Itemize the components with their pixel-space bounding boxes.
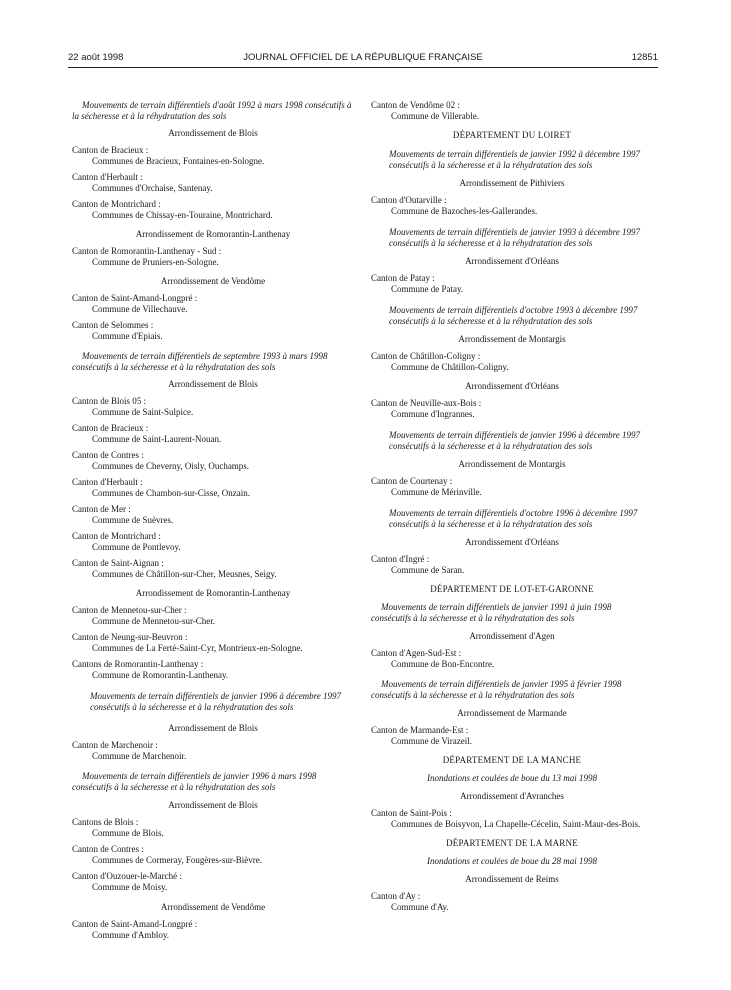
section-heading: Inondations et coulées de boue du 28 mai 1998 xyxy=(427,856,597,866)
canton-label: Canton de Mer : xyxy=(72,504,131,514)
commune-list: Commune de Marchenoir. xyxy=(92,751,187,761)
issue-date: 22 août 1998 xyxy=(68,52,124,63)
commune-list: Commune de Pontlevoy. xyxy=(92,542,181,552)
page-header xyxy=(68,52,658,68)
arrondissement-heading: Arrondissement de Reims xyxy=(465,874,559,884)
commune-list: Commune de Moisy. xyxy=(92,882,168,892)
commune-list: Commune de Saran. xyxy=(391,565,465,575)
canton-label: Canton de Marmande-Est : xyxy=(371,725,469,735)
arrondissement-heading: Arrondissement de Montargis xyxy=(458,334,566,344)
section-heading: Mouvements de terrain différentiels de septembre 1993 à mars 1998 consécutifs à la sécheresse et à la réhydratation des sols xyxy=(72,351,328,372)
commune-list: Commune de Romorantin-Lanthenay. xyxy=(92,670,229,680)
section-heading: Mouvements de terrain différentiels d'octobre 1996 à décembre 1997 consécutifs à la sécheresse et à la réhydratation des sols xyxy=(389,508,638,529)
commune-list: Communes de Chambon-sur-Cisse, Onzain. xyxy=(92,488,251,498)
commune-list: Communes de Cormeray, Fougères-sur-Bièvre. xyxy=(92,855,262,865)
commune-list: Commune de Mennetou-sur-Cher. xyxy=(92,616,216,626)
page-number: 12851 xyxy=(631,52,658,63)
commune-list: Commune de Villerable. xyxy=(391,111,480,121)
arrondissement-heading: Arrondissement de Romorantin-Lanthenay xyxy=(135,588,291,598)
canton-label: Canton de Patay : xyxy=(371,273,435,283)
canton-label: Canton de Vendôme 02 : xyxy=(371,100,460,110)
section-heading: Mouvements de terrain différentiels de janvier 1996 à mars 1998 consécutifs à la sécheresse et à la réhydratation des sols xyxy=(72,771,317,792)
section-heading: Mouvements de terrain différentiels de janvier 1992 à décembre 1997 consécutifs à la sécheresse et à la réhydratation des sols xyxy=(389,149,641,170)
section-heading: Mouvements de terrain différentiels de janvier 1996 à décembre 1997 consécutifs à la sécheresse et à la réhydratation des sols xyxy=(90,691,342,712)
section-heading: Mouvements de terrain différentiels de janvier 1996 à décembre 1997 consécutifs à la sécheresse et à la réhydratation des sols xyxy=(389,430,641,451)
commune-list: Communes de Bracieux, Fontaines-en-Sologne. xyxy=(92,156,265,166)
commune-list: Commune d'Ingrannes. xyxy=(391,409,475,419)
canton-label: Cantons de Blois : xyxy=(72,817,139,827)
canton-label: Canton de Bracieux : xyxy=(72,423,149,433)
canton-label: Canton de Neung-sur-Beuvron : xyxy=(72,632,188,642)
commune-list: Communes d'Orchaise, Santenay. xyxy=(92,183,213,193)
arrondissement-heading: Arrondissement de Blois xyxy=(168,128,258,138)
commune-list: Commune de Bon-Encontre. xyxy=(391,659,495,669)
canton-label: Canton d'Ouzouer-le-Marché : xyxy=(72,871,182,881)
commune-list: Commune de Patay. xyxy=(391,284,464,294)
arrondissement-heading: Arrondissement de Blois xyxy=(168,723,258,733)
left-column xyxy=(72,100,354,941)
commune-list: Commune de Saint-Sulpice. xyxy=(92,407,194,417)
commune-list: Commune de Saint-Laurent-Nouan. xyxy=(92,434,222,444)
section-heading: Mouvements de terrain différentiels de janvier 1995 à février 1998 consécutifs à la sécheresse et à la réhydratation des sols xyxy=(371,679,622,700)
canton-label: Canton d'Ingré : xyxy=(371,554,430,564)
department-heading: DÉPARTEMENT DU LOIRET xyxy=(452,130,572,140)
section-heading: Mouvements de terrain différentiels d'août 1992 à mars 1998 consécutifs à la sécheresse et à la réhydratation des sols xyxy=(72,100,352,121)
header-rule xyxy=(68,67,658,68)
section-heading: Mouvements de terrain différentiels de janvier 1993 à décembre 1997 consécutifs à la sécheresse et à la réhydratation des sols xyxy=(389,227,641,248)
arrondissement-heading: Arrondissement d'Avranches xyxy=(460,791,564,801)
commune-list: Communes de Cheverny, Oisly, Ouchamps. xyxy=(92,461,250,471)
arrondissement-heading: Arrondissement de Pithiviers xyxy=(459,178,565,188)
canton-label: Canton d'Ay : xyxy=(371,891,421,901)
commune-list: Communes de Boisyvon, La Chapelle-Cécelin, Saint-Maur-des-Bois. xyxy=(391,819,641,829)
commune-list: Commune de Mérinville. xyxy=(391,487,482,497)
arrondissement-heading: Arrondissement de Vendôme xyxy=(160,276,266,286)
commune-list: Commune d'Epiais. xyxy=(92,331,163,341)
canton-label: Canton d'Agen-Sud-Est : xyxy=(371,648,462,658)
commune-list: Communes de Châtillon-sur-Cher, Meusnes, Seigy. xyxy=(92,569,277,579)
canton-label: Canton de Courtenay : xyxy=(371,476,453,486)
canton-label: Canton de Saint-Amand-Longpré : xyxy=(72,919,198,929)
section-heading: Mouvements de terrain différentiels de janvier 1991 à juin 1998 consécutifs à la sécheresse et à la réhydratation des sols xyxy=(371,602,612,623)
commune-list: Commune d'Ay. xyxy=(391,902,449,912)
arrondissement-heading: Arrondissement d'Orléans xyxy=(465,256,559,266)
canton-label: Canton de Contres : xyxy=(72,450,144,460)
journal-title: JOURNAL OFFICIEL DE LA RÉPUBLIQUE FRANÇAISE xyxy=(243,52,483,63)
arrondissement-heading: Arrondissement d'Orléans xyxy=(465,537,559,547)
arrondissement-heading: Arrondissement de Romorantin-Lanthenay xyxy=(135,229,291,239)
canton-label: Canton de Selommes : xyxy=(72,320,154,330)
commune-list: Commune de Blois. xyxy=(92,828,164,838)
commune-list: Commune de Châtillon-Coligny. xyxy=(391,362,509,372)
commune-list: Commune de Villechauve. xyxy=(92,304,188,314)
canton-label: Canton de Saint-Amand-Longpré : xyxy=(72,293,198,303)
canton-label: Canton de Neuville-aux-Bois : xyxy=(371,398,482,408)
department-heading: DÉPARTEMENT DE LA MARNE xyxy=(446,838,578,848)
canton-label: Canton de Montrichard : xyxy=(72,531,161,541)
arrondissement-heading: Arrondissement de Montargis xyxy=(458,459,566,469)
department-heading: DÉPARTEMENT DE LA MANCHE xyxy=(442,755,582,765)
arrondissement-heading: Arrondissement de Marmande xyxy=(457,708,567,718)
canton-label: Canton de Mennetou-sur-Cher : xyxy=(72,605,187,615)
canton-label: Canton d'Outarville : xyxy=(371,195,447,205)
arrondissement-heading: Arrondissement de Blois xyxy=(168,379,258,389)
canton-label: Canton de Châtillon-Coligny : xyxy=(371,351,481,361)
canton-label: Canton de Saint-Pois : xyxy=(371,808,452,818)
canton-label: Canton de Saint-Aignan : xyxy=(72,558,164,568)
canton-label: Canton de Contres : xyxy=(72,844,144,854)
commune-list: Commune de Pruniers-en-Sologne. xyxy=(92,257,219,267)
canton-label: Cantons de Romorantin-Lanthenay : xyxy=(72,659,204,669)
arrondissement-heading: Arrondissement d'Agen xyxy=(469,631,555,641)
arrondissement-heading: Arrondissement d'Orléans xyxy=(465,381,559,391)
canton-label: Canton de Romorantin-Lanthenay - Sud : xyxy=(72,246,222,256)
commune-list: Commune de Virazeil. xyxy=(391,736,473,746)
department-heading: DÉPARTEMENT DE LOT-ET-GARONNE xyxy=(430,584,594,594)
commune-list: Communes de La Ferté-Saint-Cyr, Montrieux-en-Sologne. xyxy=(92,643,303,653)
canton-label: Canton d'Herbault : xyxy=(72,477,143,487)
right-column xyxy=(371,100,653,913)
commune-list: Commune d'Ambloy. xyxy=(92,930,170,940)
canton-label: Canton de Blois 05 : xyxy=(72,396,146,406)
canton-label: Canton d'Herbault : xyxy=(72,172,143,182)
commune-list: Communes de Chissay-en-Touraine, Montrichard. xyxy=(92,210,273,220)
arrondissement-heading: Arrondissement de Blois xyxy=(168,800,258,810)
arrondissement-heading: Arrondissement de Vendôme xyxy=(160,902,266,912)
canton-label: Canton de Marchenoir : xyxy=(72,740,158,750)
commune-list: Commune de Bazoches-les-Gallerandes. xyxy=(391,206,538,216)
canton-label: Canton de Montrichard : xyxy=(72,199,161,209)
section-heading: Inondations et coulées de boue du 13 mai 1998 xyxy=(427,773,597,783)
commune-list: Commune de Suèvres. xyxy=(92,515,174,525)
canton-label: Canton de Bracieux : xyxy=(72,145,149,155)
section-heading: Mouvements de terrain différentiels d'octobre 1993 à décembre 1997 consécutifs à la sécheresse et à la réhydratation des sols xyxy=(389,305,638,326)
